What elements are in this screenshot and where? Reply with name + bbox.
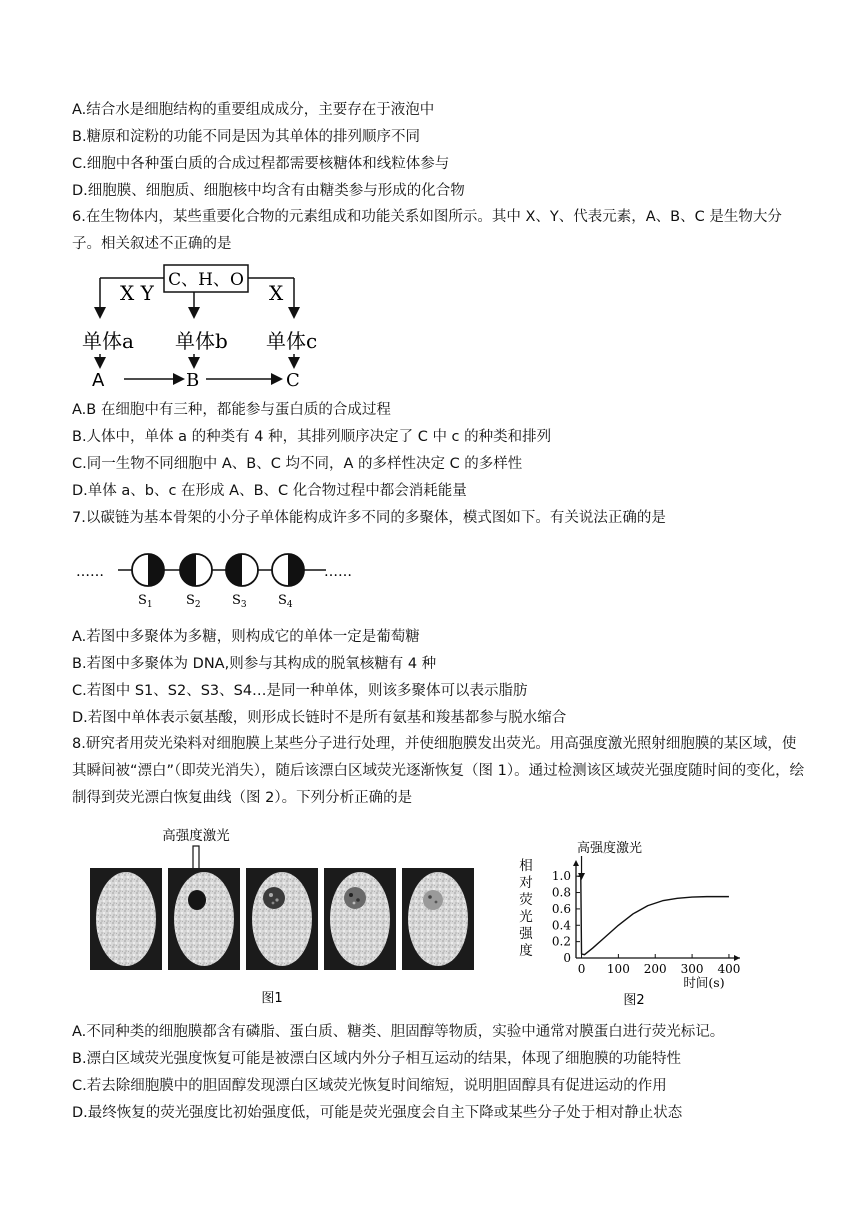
x-tick-label: 200 (643, 962, 667, 976)
q5-option-d: D.细胞膜、细胞质、细胞核中均含有由糖类参与形成的化合物 (72, 183, 465, 199)
s1-sub: 1 (146, 600, 153, 610)
y-axis-label-char: 荧 (519, 892, 533, 908)
y-tick-label: 1.0 (551, 869, 571, 884)
s2-label: S (186, 593, 195, 608)
q6-option-b: B.人体中，单体 a 的种类有 4 种，其排列顺序决定了 C 中 c 的种类和排列 (72, 429, 552, 445)
monomer-c: 单体c (266, 329, 318, 353)
dots-right: …… (324, 564, 352, 580)
q6-option-d: D.单体 a、b、c 在形成 A、B、C 化合物过程中都会消耗能量 (72, 483, 467, 499)
figure-2-caption: 图2 (623, 993, 645, 1008)
y-tick-label: 0.2 (551, 934, 571, 949)
cell-image-1 (90, 868, 162, 970)
x-tick-label: 300 (680, 962, 704, 976)
q5-option-c: C.细胞中各种蛋白质的合成过程都需要核糖体和线粒体参与 (72, 156, 450, 172)
q5-option-a: A.结合水是细胞结构的重要组成成分，主要存在于液泡中 (72, 102, 435, 118)
macromolecule-c: C (286, 370, 300, 391)
q8-option-a: A.不同种类的细胞膜都含有磷脂、蛋白质、糖类、胆固醇等物质，实验中通常对膜蛋白进行荧光标记。 (72, 1024, 725, 1040)
q8-stem: 8.研究者用荧光染料对细胞膜上某些分子进行处理，并使细胞膜发出荧光。用高强度激光照射细胞膜的某区域，使其瞬间被“漂白”（即荧光消失），随后该漂白区域荧光逐渐恢复（图 1）。通过检测该区域荧光强度随时间的变化，绘制得到荧光漂白恢复曲线（图 2）。下列分析正确的是 (72, 736, 805, 806)
s3-sub: 3 (240, 600, 247, 610)
y-axis-label-char: 相 (519, 858, 533, 874)
q7-option-a: A.若图中多聚体为多糖，则构成它的单体一定是葡萄糖 (72, 629, 420, 645)
y-tick-label: 0.8 (551, 885, 571, 900)
y-axis-label-char: 对 (519, 875, 533, 891)
figure-1 (88, 820, 480, 1010)
elements-label: C、H、O (168, 270, 244, 290)
cell-image-2 (168, 868, 240, 970)
q7-option-d: D.若图中单体表示氨基酸，则形成长链时不是所有氨基和羧基都参与脱水缩合 (72, 710, 567, 726)
xy-label: X Y (120, 281, 154, 305)
monomer-s3 (226, 554, 258, 586)
s4-sub: 4 (286, 600, 293, 610)
y-tick-label: 0 (563, 951, 571, 965)
monomer-s4 (272, 554, 304, 586)
bleached-spot (188, 890, 206, 910)
q8-option-b: B.漂白区域荧光强度恢复可能是被漂白区域内外分子相互运动的结果，体现了细胞膜的功能特性 (72, 1051, 682, 1067)
y-axis-label-char: 强 (519, 926, 533, 942)
q7-option-b: B.若图中多聚体为 DNA,则参与其构成的脱氧核糖有 4 种 (72, 656, 437, 672)
x-axis-arrow (734, 955, 740, 961)
x-label: X (269, 281, 284, 305)
y-axis-arrow (573, 860, 579, 866)
y-axis-label-char: 度 (519, 943, 533, 959)
cell-image-4 (324, 868, 396, 970)
monomer-b: 单体b (175, 329, 228, 353)
macromolecule-b: B (186, 370, 200, 391)
s3-label: S (232, 593, 241, 608)
x-axis-label: 时间(s) (683, 975, 725, 990)
q8-option-c: C.若去除细胞膜中的胆固醇发现漂白区域荧光恢复时间缩短，说明胆固醇具有促进运动的作用 (72, 1078, 667, 1094)
q7-option-c: C.若图中 S1、S2、S3、S4…是同一种单体，则该多聚体可以表示脂肪 (72, 683, 528, 699)
cell-image-3 (246, 868, 318, 970)
y-axis-label-char: 光 (519, 909, 533, 925)
laser-label: 高强度激光 (162, 828, 230, 844)
y-tick-label: 0.4 (551, 918, 571, 933)
x-tick-label: 0 (577, 962, 586, 976)
figure-2-chart (508, 830, 758, 1010)
q7-stem: 7.以碳链为基本骨架的小分子单体能构成许多不同的多聚体，模式图如下。有关说法正确的是 (72, 510, 666, 526)
macromolecule-a: A (92, 370, 105, 391)
q6-stem: 6.在生物体内，某些重要化合物的元素组成和功能关系如图所示。其中 X、Y、代表元素，A、B、C 是生物大分子。相关叙述不正确的是 (72, 209, 782, 252)
q7-polymer-diagram (72, 546, 372, 612)
monomer-a: 单体a (82, 329, 134, 353)
dots-left: …… (76, 564, 104, 580)
q5-option-b: B.糖原和淀粉的功能不同是因为其单体的排列顺序不同 (72, 129, 421, 145)
q8-option-d: D.最终恢复的荧光强度比初始强度低，可能是荧光强度会自主下降或某些分子处于相对静止状态 (72, 1105, 683, 1121)
monomer-s2 (180, 554, 212, 586)
s4-label: S (278, 593, 287, 608)
svg-text:S3 (232, 593, 247, 610)
svg-text:S1 (138, 593, 153, 610)
cell-image-5 (402, 868, 474, 970)
q6-option-c: C.同一生物不同细胞中 A、B、C 均不同，A 的多样性决定 C 的多样性 (72, 456, 523, 472)
annotation-label: 高强度激光 (577, 841, 643, 856)
s1-label: S (138, 593, 147, 608)
y-tick-label: 0.6 (551, 901, 571, 916)
figure-1-caption: 图1 (261, 991, 283, 1006)
recovery-curve (578, 876, 729, 955)
q6-diagram (72, 262, 352, 394)
svg-text:S4 (278, 593, 293, 610)
svg-text:S2 (186, 593, 201, 610)
x-tick-label: 100 (606, 962, 630, 976)
q6-option-a: A.B 在细胞中有三种，都能参与蛋白质的合成过程 (72, 402, 391, 418)
s2-sub: 2 (194, 600, 201, 610)
monomer-s1 (132, 554, 164, 586)
x-tick-label: 400 (717, 962, 741, 976)
